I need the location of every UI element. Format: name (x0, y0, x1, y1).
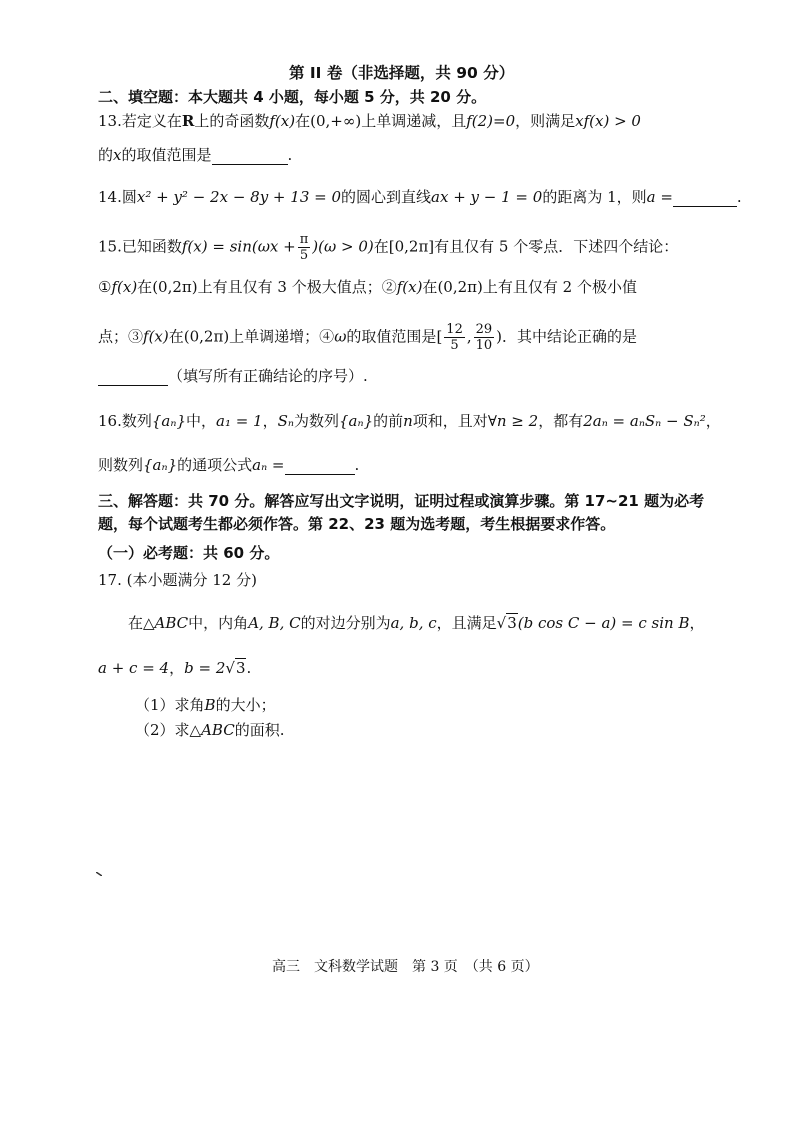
q17-header: 17. (本小题满分 12 分) (98, 571, 257, 589)
sqrt-symbol: √ (496, 614, 507, 632)
sqrt-symbol: √ (225, 659, 235, 677)
q14-line: 14.圆x² + y² − 2x − 8y + 13 = 0的圆心到直线ax + y − 1 = 0的距离为 1，则a = . (98, 188, 742, 206)
q15-line2: ①f(x)在(0,2π)上有且仅有 3 个极大值点；②f(x)在(0,2π)上有且仅有 2 个极小值 (98, 278, 637, 296)
q16-number: 16. (98, 412, 122, 430)
q17-part1: （1）求角B的大小； (135, 696, 276, 714)
q17-line2: a + c = 4，b = 2√3. (98, 659, 252, 677)
section3-heading-line1: 三、解答题：共 70 分。解答应写出文字说明，证明过程或演算步骤。第 17~21 题为必考 (98, 492, 705, 510)
q14-number: 14. (98, 188, 122, 206)
q13-number: 13. (98, 112, 122, 130)
q15-line3: 点；③f(x)在(0,2π)上单调递增；④ω的取值范围是[ $\frac{12}{5}$ , $\frac{29}{10}$ )．其中结论正确的是 (98, 322, 638, 353)
required-heading: （一）必考题：共 60 分。 (98, 544, 280, 562)
answer-blank[interactable] (285, 474, 355, 475)
q13-line2: 的x的取值范围是 . (98, 146, 293, 164)
q17-line1: 在△ABC中，内角A, B, C的对边分别为a, b, c，且满足√3(b cos C − a) = c sin B， (128, 614, 705, 632)
answer-blank[interactable] (212, 164, 288, 165)
fraction-pi-over-5: $\frac{\pi}{5}$ (299, 232, 309, 263)
scan-speck-mark (96, 872, 102, 876)
fraction-29-over-10: $\frac{29}{10}$ (475, 322, 493, 353)
part-title: 第 II 卷（非选择题，共 90 分） (289, 64, 515, 82)
q16-line1: 16.数列{aₙ}中，a₁ = 1，Sₙ为数列{aₙ}的前n项和，且对∀n ≥ 2，都有2aₙ = aₙSₙ − Sₙ²， (98, 412, 721, 430)
q15-line4: （填写所有正确结论的序号）. (98, 366, 368, 386)
answer-blank[interactable] (98, 385, 168, 386)
q15-number: 15. (98, 237, 122, 256)
q16-line2: 则数列{aₙ}的通项公式aₙ = . (98, 456, 360, 474)
fraction-12-over-5: $\frac{12}{5}$ (446, 322, 463, 353)
section3-heading-line2: 题，每个试题考生都必须作答。第 22、23 题为选考题，考生根据要求作答。 (98, 515, 616, 533)
answer-blank[interactable] (673, 206, 737, 207)
page-footer: 高三 文科数学试题 第 3 页 （共 6 页） (272, 959, 539, 975)
section2-heading: 二、填空题：本大题共 4 小题，每小题 5 分，共 20 分。 (98, 88, 487, 106)
q13-line1: 13.若定义在R上的奇函数f(x)在(0,+∞)上单调递减，且f(2)=0，则满足xf(x) > 0 (98, 112, 641, 130)
q17-part2: （2）求△ABC的面积. (135, 721, 285, 739)
q15-line1: 15.已知函数f(x) = sin(ωx + $\frac{\pi}{5}$ )(ω > 0)在[0,2π]有且仅有 5 个零点．下述四个结论： (98, 232, 679, 263)
